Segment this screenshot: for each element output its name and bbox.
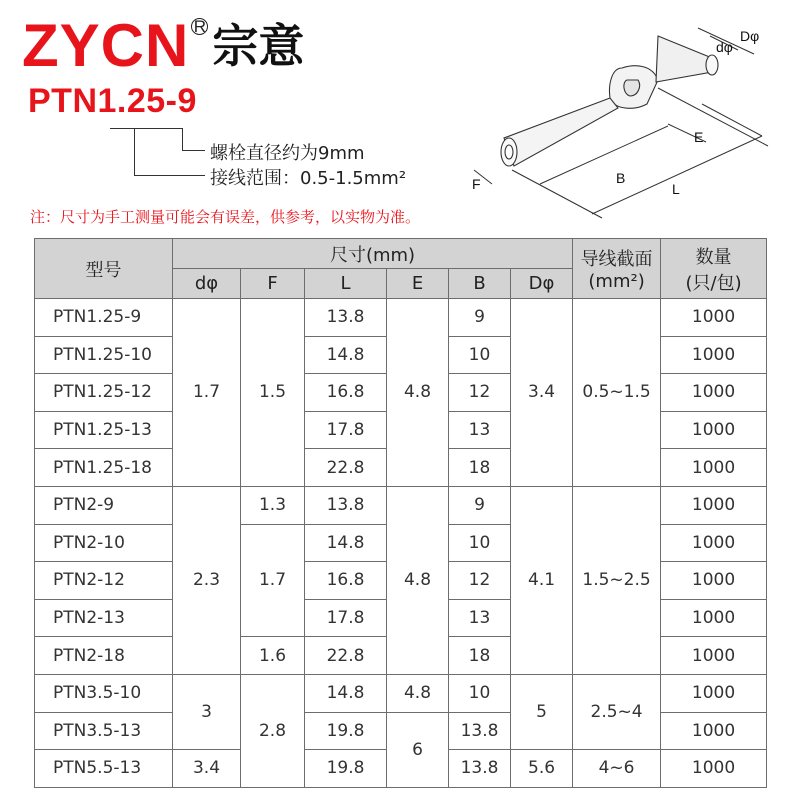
- note-bolt-diameter: 螺栓直径约为9mm: [210, 143, 365, 164]
- cell-B: 9: [449, 486, 511, 524]
- cell-B: 13.8: [449, 712, 511, 750]
- cell-d: 2.3: [173, 486, 241, 674]
- header-D: Dφ: [511, 269, 573, 299]
- cell-E: 6: [387, 712, 449, 787]
- cell-d: 1.7: [173, 299, 241, 487]
- cell-L: 13.8: [305, 299, 387, 337]
- terminal-diagram: [462, 8, 782, 226]
- cell-cross-section: 1.5~2.5: [573, 486, 661, 674]
- cell-model: PTN3.5-13: [35, 712, 173, 750]
- cell-qty: 1000: [661, 524, 767, 562]
- cell-D: 4.1: [511, 486, 573, 674]
- cell-F: 1.7: [241, 524, 305, 637]
- header-F: F: [241, 269, 305, 299]
- cell-F: 2.8: [241, 674, 305, 787]
- cell-B: 12: [449, 374, 511, 412]
- cell-B: 12: [449, 562, 511, 600]
- cell-model: PTN2-9: [35, 486, 173, 524]
- header-quantity: [661, 239, 767, 299]
- model-code: PTN1.25-9: [28, 82, 197, 120]
- header-E: E: [387, 269, 449, 299]
- cell-qty: 1000: [661, 562, 767, 600]
- cell-cross-section: 4~6: [573, 750, 661, 788]
- cell-L: 19.8: [305, 750, 387, 788]
- table-row: [35, 674, 767, 712]
- registered-mark: R: [191, 18, 208, 35]
- header-B: B: [449, 269, 511, 299]
- cell-L: 14.8: [305, 524, 387, 562]
- cell-d: 3.4: [173, 750, 241, 788]
- cell-E: 4.8: [387, 299, 449, 487]
- label-E: E: [694, 129, 704, 145]
- cell-L: 14.8: [305, 336, 387, 374]
- cell-qty: 1000: [661, 712, 767, 750]
- cell-qty: 1000: [661, 750, 767, 788]
- cell-B: 18: [449, 637, 511, 675]
- brand-name-cn: 宗意: [212, 19, 305, 73]
- cell-cross-section: 0.5~1.5: [573, 299, 661, 487]
- cell-D: 3.4: [511, 299, 573, 487]
- header-quantity-label: 数量: [695, 246, 732, 268]
- cell-L: 14.8: [305, 674, 387, 712]
- cell-B: 9: [449, 299, 511, 337]
- cell-model: PTN3.5-10: [35, 674, 173, 712]
- bracket-wire: [134, 128, 205, 176]
- cell-cross-section: 2.5~4: [573, 674, 661, 749]
- label-L: L: [672, 181, 680, 197]
- cell-qty: 1000: [661, 599, 767, 637]
- spec-table: [34, 238, 767, 788]
- cell-D: 5.6: [511, 750, 573, 788]
- cell-B: 10: [449, 524, 511, 562]
- cell-B: 10: [449, 674, 511, 712]
- cell-L: 13.8: [305, 486, 387, 524]
- cell-L: 17.8: [305, 411, 387, 449]
- note-wire-range: 接线范围：0.5-1.5mm²: [210, 168, 407, 189]
- cell-F: 1.6: [241, 637, 305, 675]
- cell-D: 5: [511, 674, 573, 749]
- label-d: dφ: [716, 39, 733, 55]
- cell-qty: 1000: [661, 486, 767, 524]
- cell-B: 13: [449, 411, 511, 449]
- brand-logo: [22, 12, 304, 82]
- cell-qty: 1000: [661, 374, 767, 412]
- cell-B: 10: [449, 336, 511, 374]
- cell-B: 13.8: [449, 750, 511, 788]
- cell-B: 13: [449, 599, 511, 637]
- cell-L: 19.8: [305, 712, 387, 750]
- cell-L: 22.8: [305, 449, 387, 487]
- cell-L: 16.8: [305, 562, 387, 600]
- cell-model: PTN1.25-18: [35, 449, 173, 487]
- label-B: B: [616, 170, 626, 186]
- header-cross-section-label: 导线截面: [580, 249, 653, 270]
- cell-B: 18: [449, 449, 511, 487]
- header-d: dφ: [173, 269, 241, 299]
- disclaimer: 注：尺寸为手工测量可能会有误差，供参考，以实物为准。: [30, 208, 421, 226]
- header-cross-section-unit: (mm²): [588, 271, 645, 292]
- cell-L: 22.8: [305, 637, 387, 675]
- cell-qty: 1000: [661, 411, 767, 449]
- header-dimensions: 尺寸(mm): [173, 239, 573, 269]
- cell-E: 4.8: [387, 486, 449, 674]
- cell-model: PTN2-18: [35, 637, 173, 675]
- cell-qty: 1000: [661, 637, 767, 675]
- table-row: [35, 486, 767, 524]
- cell-E: 4.8: [387, 674, 449, 712]
- cell-qty: 1000: [661, 674, 767, 712]
- cell-model: PTN1.25-9: [35, 299, 173, 337]
- cell-d: 3: [173, 674, 241, 749]
- cell-F: 1.5: [241, 299, 305, 487]
- header-model: 型号: [35, 239, 173, 299]
- header-L: L: [305, 269, 387, 299]
- cell-qty: 1000: [661, 449, 767, 487]
- brand-name-en: ZYCN: [22, 12, 190, 79]
- cell-model: PTN2-13: [35, 599, 173, 637]
- table-row: [35, 299, 767, 337]
- cell-model: PTN2-12: [35, 562, 173, 600]
- cell-model: PTN1.25-10: [35, 336, 173, 374]
- label-F: F: [472, 176, 481, 192]
- cell-qty: 1000: [661, 299, 767, 337]
- cell-F: 1.3: [241, 486, 305, 524]
- cell-qty: 1000: [661, 336, 767, 374]
- cell-L: 17.8: [305, 599, 387, 637]
- header-quantity-unit: (只/包): [685, 272, 742, 294]
- label-D: Dφ: [740, 28, 760, 44]
- cell-L: 16.8: [305, 374, 387, 412]
- cell-model: PTN1.25-12: [35, 374, 173, 412]
- cell-model: PTN5.5-13: [35, 750, 173, 788]
- header-cross-section: [573, 239, 661, 299]
- cell-model: PTN2-10: [35, 524, 173, 562]
- cell-model: PTN1.25-13: [35, 411, 173, 449]
